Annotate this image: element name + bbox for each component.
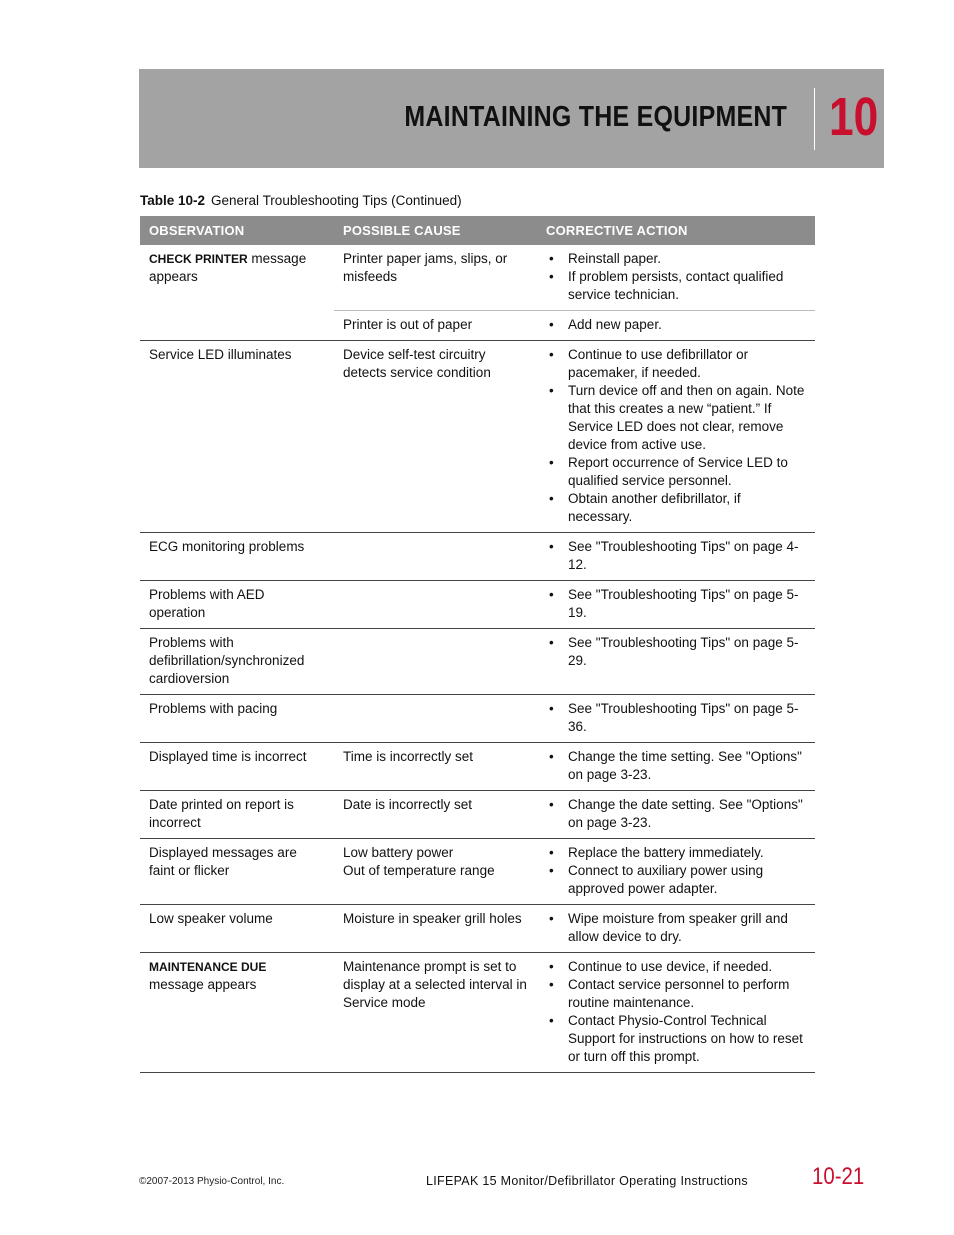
action-cell	[537, 743, 815, 791]
cause-cell	[334, 533, 537, 581]
action-cell	[537, 629, 815, 695]
action-item: • Continue to use device, if needed.	[546, 958, 805, 976]
cause-cell	[334, 695, 537, 743]
action-item: • If problem persists, contact qualified service technician.	[546, 268, 805, 304]
action-cell	[537, 245, 815, 311]
observation-cell: Low speaker volume	[140, 905, 334, 953]
table-row	[140, 581, 815, 629]
observation-cell: Displayed time is incorrect	[140, 743, 334, 791]
cause-cell	[334, 629, 537, 695]
action-item: • Change the time setting. See "Options" on page 3-23.	[546, 748, 805, 784]
action-cell	[537, 581, 815, 629]
table-row	[140, 905, 815, 953]
observation-cell: Service LED illuminates	[140, 341, 334, 533]
observation-text: message appears	[149, 977, 257, 992]
observation-cell: Displayed messages are faint or flicker	[140, 839, 334, 905]
chapter-header	[139, 69, 884, 168]
troubleshooting-table	[140, 216, 815, 1073]
action-cell	[537, 791, 815, 839]
cause-cell: Date is incorrectly set	[334, 791, 537, 839]
observation-keyword: MAINTENANCE DUE	[149, 960, 267, 974]
table-caption-text: General Troubleshooting Tips (Continued)	[211, 193, 462, 208]
observation-keyword: CHECK PRINTER	[149, 252, 248, 266]
table-row	[140, 953, 815, 1073]
action-item: • Continue to use defibrillator or pacemaker, if needed.	[546, 346, 805, 382]
chapter-title: MAINTAINING THE EQUIPMENT	[404, 101, 787, 133]
column-header-corrective-action: CORRECTIVE ACTION	[537, 216, 815, 245]
table-header-row	[140, 216, 815, 245]
cause-cell: Maintenance prompt is set to display at a selected interval in Service mode	[334, 953, 537, 1073]
observation-cell	[140, 245, 334, 341]
action-cell	[537, 341, 815, 533]
cause-cell: Moisture in speaker grill holes	[334, 905, 537, 953]
action-item: • Obtain another defibrillator, if necessary.	[546, 490, 805, 526]
action-cell	[537, 695, 815, 743]
table-row	[140, 743, 815, 791]
observation-cell: Problems with AED operation	[140, 581, 334, 629]
action-item: • Report occurrence of Service LED to qualified service personnel.	[546, 454, 805, 490]
action-item: • Turn device off and then on again. Note that this creates a new “patient.” If Service LED does not clear, remove device from active use.	[546, 382, 805, 454]
observation-cell: Date printed on report is incorrect	[140, 791, 334, 839]
action-cell	[537, 953, 815, 1073]
observation-text: message appears	[149, 251, 307, 284]
action-item: • Contact service personnel to perform routine maintenance.	[546, 976, 805, 1012]
observation-cell	[140, 953, 334, 1073]
action-item: • Change the date setting. See "Options" on page 3-23.	[546, 796, 805, 832]
action-cell	[537, 839, 815, 905]
observation-cell: Problems with pacing	[140, 695, 334, 743]
chapter-number: 10	[829, 87, 879, 147]
footer-page-number: 10-21	[812, 1163, 865, 1190]
action-item: • See "Troubleshooting Tips" on page 4-12.	[546, 538, 805, 574]
action-item: • Reinstall paper.	[546, 250, 805, 268]
action-cell	[537, 533, 815, 581]
table-caption	[140, 193, 462, 208]
table-row	[140, 341, 815, 533]
observation-cell: Problems with defibrillation/synchronized cardioversion	[140, 629, 334, 695]
table-row	[140, 839, 815, 905]
footer-document-title: LIFEPAK 15 Monitor/Defibrillator Operating Instructions	[426, 1174, 748, 1188]
column-header-possible-cause: POSSIBLE CAUSE	[334, 216, 537, 245]
action-item: • See "Troubleshooting Tips" on page 5-36.	[546, 700, 805, 736]
action-item: • Add new paper.	[546, 316, 805, 334]
action-cell	[537, 311, 815, 341]
cause-cell: Printer is out of paper	[334, 311, 537, 341]
action-item: • See "Troubleshooting Tips" on page 5-19.	[546, 586, 805, 622]
action-item: • Contact Physio-Control Technical Support for instructions on how to reset or turn off this prompt.	[546, 1012, 805, 1066]
column-header-observation: OBSERVATION	[140, 216, 334, 245]
table-row	[140, 791, 815, 839]
cause-line: Out of temperature range	[343, 863, 495, 878]
action-item: • See "Troubleshooting Tips" on page 5-29.	[546, 634, 805, 670]
table-row	[140, 245, 815, 311]
action-item: • Connect to auxiliary power using approved power adapter.	[546, 862, 805, 898]
footer-copyright: ©2007-2013 Physio-Control, Inc.	[139, 1176, 285, 1187]
cause-cell: Printer paper jams, slips, or misfeeds	[334, 245, 537, 311]
cause-cell: Device self-test circuitry detects service condition	[334, 341, 537, 533]
action-cell	[537, 905, 815, 953]
header-divider	[814, 88, 815, 150]
action-item: • Replace the battery immediately.	[546, 844, 805, 862]
cause-cell: Time is incorrectly set	[334, 743, 537, 791]
observation-cell: ECG monitoring problems	[140, 533, 334, 581]
table-row	[140, 695, 815, 743]
cause-line: Low battery power	[343, 845, 454, 860]
cause-cell	[334, 581, 537, 629]
action-item: • Wipe moisture from speaker grill and allow device to dry.	[546, 910, 805, 946]
cause-cell	[334, 839, 537, 905]
table-row	[140, 629, 815, 695]
table-caption-label: Table 10-2	[140, 193, 206, 208]
table-row	[140, 533, 815, 581]
